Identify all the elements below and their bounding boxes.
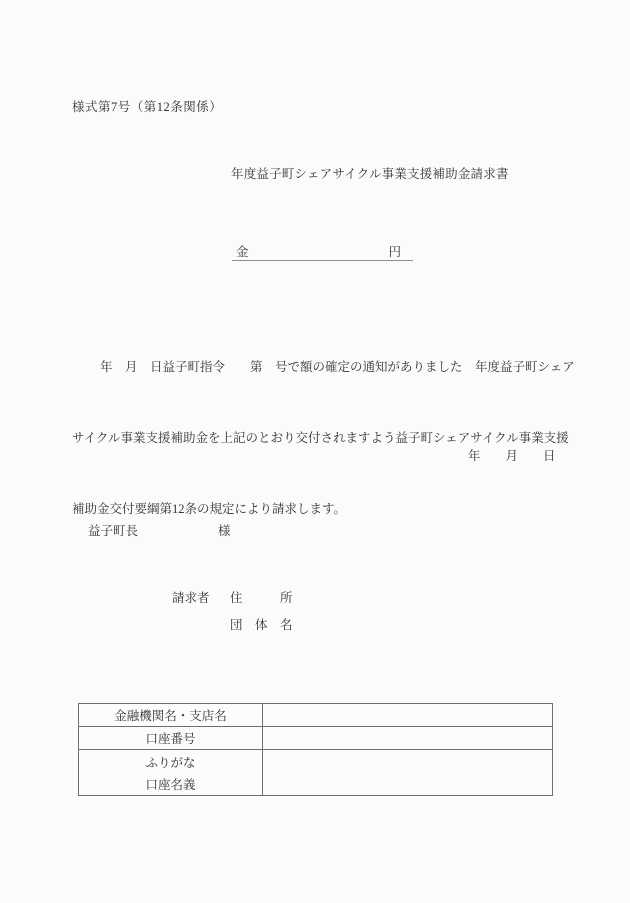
addressee-name: 益子町長 [88, 524, 139, 538]
claimant-address-label: 住 所 [230, 591, 293, 605]
table-row-account-number [79, 726, 552, 749]
amount-suffix-label: 円 [388, 245, 401, 259]
body-paragraph [72, 309, 575, 569]
table-row-account-holder [79, 749, 552, 795]
bank-account-table [78, 703, 553, 796]
form-number: 様式第7号（第12条関係） [72, 100, 223, 114]
account-number-label-cell: 口座番号 [79, 727, 263, 749]
body-line-2: サイクル事業支援補助金を上記のとおり交付されますよう益子町シェアサイクル事業支援 [72, 430, 569, 445]
amount-fill-in-line [232, 241, 413, 261]
furigana-label: ふりがな [145, 756, 196, 770]
addressee-honorific: 様 [218, 524, 231, 538]
claimant-label: 請求者 [172, 591, 210, 605]
document-title: 年度益子町シェアサイクル事業支援補助金請求書 [231, 167, 509, 181]
account-holder-label-cell [79, 750, 263, 795]
body-line-1: 年 月 日益子町指令 第 号で額の確定の通知がありました 年度益子町シェア [100, 360, 575, 375]
account-holder-name-label: 口座名義 [145, 778, 196, 792]
account-holder-value-cell [263, 750, 552, 795]
amount-prefix-label: 金 [236, 245, 249, 259]
bank-name-label-cell: 金融機関名・支店名 [79, 704, 263, 726]
body-line-3: 補助金交付要綱第12条の規定により請求します。 [72, 501, 347, 516]
bank-name-value-cell [263, 704, 552, 726]
claimant-organization-label: 団 体 名 [230, 618, 293, 632]
date-fill-in-line: 年 月 日 [468, 449, 556, 463]
account-number-value-cell [263, 727, 552, 749]
table-row-bank-name [79, 704, 552, 726]
